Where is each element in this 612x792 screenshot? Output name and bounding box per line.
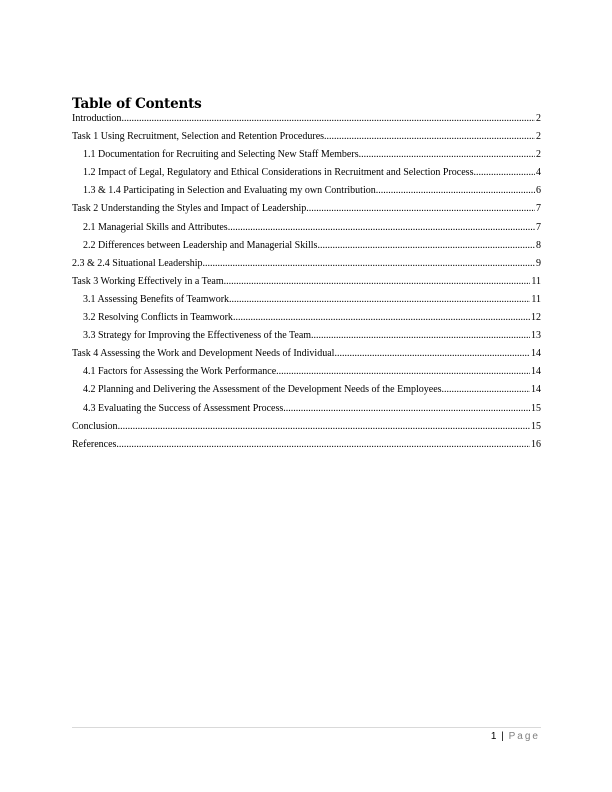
toc-entry-page-number: 12 — [531, 312, 541, 324]
toc-dot-leader — [324, 131, 535, 143]
toc-entry[interactable] — [72, 131, 541, 149]
toc-entry[interactable] — [72, 258, 541, 276]
toc-dot-leader — [203, 258, 535, 270]
toc-entry[interactable] — [72, 421, 541, 439]
toc-entry-title: 4.1 Factors for Assessing the Work Performance — [83, 366, 277, 378]
toc-entry-title: 2.1 Managerial Skills and Attributes — [83, 221, 228, 233]
toc-entry[interactable] — [72, 366, 541, 384]
toc-entry[interactable] — [72, 403, 541, 421]
toc-entry[interactable] — [72, 149, 541, 167]
toc-entry-page-number: 7 — [536, 203, 541, 215]
toc-entry-page-number: 13 — [531, 330, 541, 342]
toc-entry-page-number: 14 — [531, 366, 541, 378]
toc-dot-leader — [228, 222, 535, 234]
toc-entry-page-number: 14 — [531, 348, 541, 360]
toc-dot-leader — [233, 312, 530, 324]
toc-entry-title: References — [72, 438, 117, 450]
toc-dot-leader — [442, 384, 530, 396]
footer-divider — [72, 727, 541, 728]
toc-entry-title: 4.3 Evaluating the Success of Assessment Process — [83, 402, 284, 414]
toc-entry-page-number: 14 — [531, 384, 541, 396]
toc-dot-leader — [283, 403, 530, 415]
toc-entry-page-number: 2 — [536, 113, 541, 124]
page-number: 1 — [490, 731, 497, 742]
toc-entry-page-number: 8 — [536, 239, 541, 251]
toc-entry[interactable] — [72, 185, 541, 203]
page-label: Page — [508, 731, 540, 742]
toc-dot-leader — [306, 203, 535, 215]
toc-entry[interactable] — [72, 312, 541, 330]
toc-entry[interactable] — [72, 203, 541, 221]
toc-entry[interactable] — [72, 222, 541, 240]
footer-separator: | — [501, 731, 504, 742]
toc-entry[interactable] — [72, 294, 541, 312]
toc-entry-title: 1.2 Impact of Legal, Regulatory and Ethical Considerations in Recruitment and Selection Process — [83, 167, 474, 179]
toc-dot-leader — [118, 421, 530, 433]
toc-entry-page-number: 16 — [531, 438, 541, 450]
toc-entry-title: Task 2 Understanding the Styles and Impact of Leadership — [72, 203, 307, 215]
toc-entry[interactable] — [72, 439, 541, 457]
toc-dot-leader — [317, 240, 535, 252]
toc-entry-title: 2.3 & 2.4 Situational Leadership — [72, 257, 203, 269]
toc-entry-page-number: 2 — [536, 131, 541, 143]
toc-entry-page-number: 11 — [531, 275, 541, 287]
toc-list — [72, 113, 541, 457]
toc-entry[interactable] — [72, 167, 541, 185]
toc-entry-title: 3.1 Assessing Benefits of Teamwork — [83, 293, 230, 305]
toc-dot-leader — [311, 330, 530, 342]
toc-dot-leader — [359, 149, 535, 161]
toc-entry-title: 3.3 Strategy for Improving the Effectiveness of the Team — [83, 330, 312, 342]
toc-entry-page-number: 4 — [536, 167, 541, 179]
toc-dot-leader — [473, 167, 535, 179]
toc-entry-page-number: 15 — [531, 402, 541, 414]
toc-entry-title: 2.2 Differences between Leadership and Managerial Skills — [83, 239, 318, 251]
toc-entry-title: 1.3 & 1.4 Participating in Selection and Evaluating my own Contribution — [83, 185, 376, 197]
toc-dot-leader — [224, 276, 531, 288]
toc-dot-leader — [376, 185, 535, 197]
toc-entry[interactable] — [72, 384, 541, 402]
toc-entry-page-number: 6 — [536, 185, 541, 197]
toc-dot-leader — [334, 348, 530, 360]
toc-entry-title: 4.2 Planning and Delivering the Assessment of the Development Needs of the Employees — [83, 384, 442, 396]
toc-entry-page-number: 2 — [536, 149, 541, 161]
page-footer — [491, 731, 540, 742]
toc-entry-title: Task 3 Working Effectively in a Team — [72, 275, 224, 287]
toc-dot-leader — [121, 113, 535, 125]
toc-entry[interactable] — [72, 348, 541, 366]
toc-entry-page-number: 15 — [531, 420, 541, 432]
toc-entry-title: 3.2 Resolving Conflicts in Teamwork — [83, 312, 233, 324]
toc-entry-title: Task 1 Using Recruitment, Selection and Retention Procedures — [72, 131, 325, 143]
toc-heading: Table of Contents — [72, 96, 202, 112]
toc-dot-leader — [116, 439, 530, 451]
toc-entry-title: Task 4 Assessing the Work and Development Needs of Individual — [72, 348, 335, 360]
toc-entry-title: 1.1 Documentation for Recruiting and Selecting New Staff Members — [83, 149, 359, 161]
toc-entry-page-number: 7 — [536, 221, 541, 233]
toc-entry-page-number: 9 — [536, 257, 541, 269]
toc-dot-leader — [276, 366, 530, 378]
toc-entry[interactable] — [72, 276, 541, 294]
toc-dot-leader — [229, 294, 530, 306]
toc-entry[interactable] — [72, 330, 541, 348]
toc-entry-page-number: 11 — [531, 293, 541, 305]
toc-entry-title: Introduction — [72, 113, 122, 124]
toc-entry-title: Conclusion — [72, 420, 118, 432]
toc-entry[interactable] — [72, 240, 541, 258]
toc-entry[interactable] — [72, 113, 541, 131]
